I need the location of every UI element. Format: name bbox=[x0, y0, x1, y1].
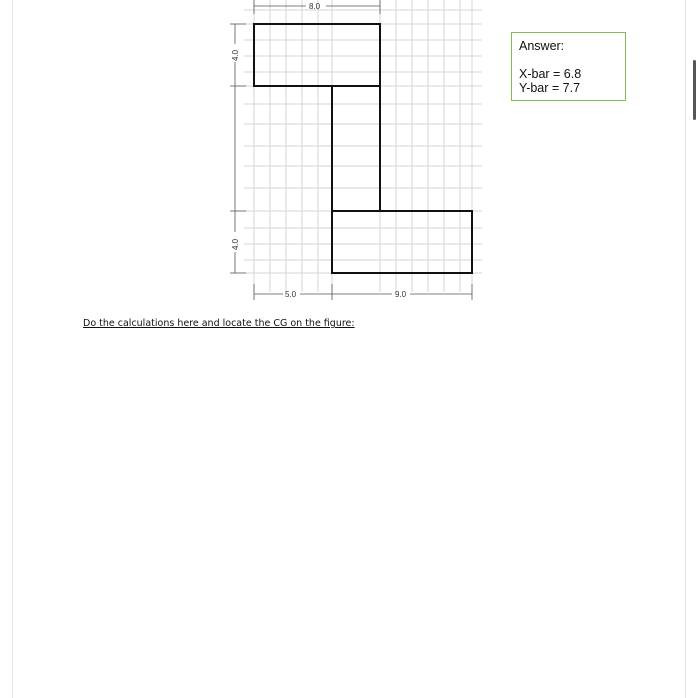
dim-label-bottom-left-width: 5.0 bbox=[285, 290, 297, 299]
dim-label-bottom-height: 4.0 bbox=[231, 238, 240, 250]
z-section-shape bbox=[254, 24, 472, 273]
dimension-lines bbox=[230, 0, 472, 300]
calculation-instruction: Do the calculations here and locate the CG on the figure: bbox=[83, 318, 355, 329]
answer-x-bar: X-bar = 6.8 bbox=[519, 67, 582, 81]
figure-grid bbox=[244, 0, 482, 292]
dim-label-top-height: 4.0 bbox=[231, 49, 240, 61]
web-rect bbox=[332, 86, 380, 211]
top-flange-rect bbox=[254, 24, 380, 86]
answer-title: Answer: bbox=[519, 39, 565, 53]
bottom-flange-rect bbox=[332, 211, 472, 273]
dim-label-top-width: 8.0 bbox=[309, 2, 321, 11]
answer-box bbox=[511, 32, 626, 101]
answer-y-bar: Y-bar = 7.7 bbox=[519, 81, 581, 95]
dim-label-bottom-right-width: 9.0 bbox=[395, 290, 407, 299]
